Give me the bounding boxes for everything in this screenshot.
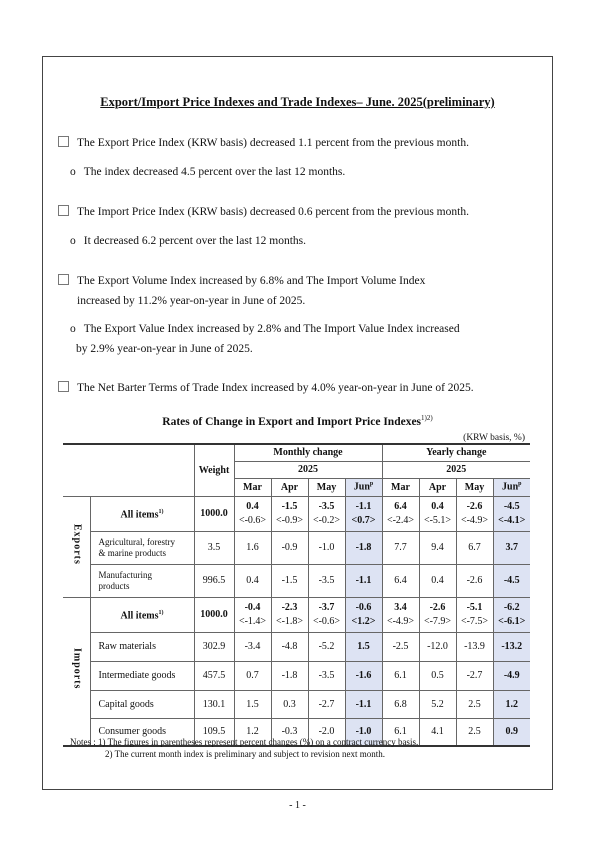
value-cell: -2.7 [308,690,345,718]
checkbox-bullet-icon [58,205,69,216]
checkbox-bullet-icon [58,136,69,147]
year-jun: Jun$^p$ [493,478,530,496]
row-label: Consumer goods [90,718,194,746]
value-cell: -2.6 [456,564,493,597]
value-cell: -2.6 <-4.9> [456,496,493,531]
weight-cell: 457.5 [194,661,234,690]
value-cell: -1.1 <0.7> [345,496,382,531]
value-cell: 1.2 [234,718,271,746]
year-may: May [456,478,493,496]
value-cell: 0.3 [271,690,308,718]
value-cell: -0.4 <-1.4> [234,597,271,632]
year-apr: Apr [419,478,456,496]
table-title: Rates of Change in Export and Import Price Indexes$^{1)2)}$ [162,414,433,428]
value-cell: 0.4 <-0.6> [234,496,271,531]
table-row [63,496,530,531]
value-cell: 2.5 [456,718,493,746]
checkbox-bullet-icon [58,381,69,392]
month-may: May [308,478,345,496]
value-cell: 3.4 <-4.9> [382,597,419,632]
row-label: All items$^{1)}$ [90,597,194,632]
value-cell: 4.1 [419,718,456,746]
table-row [63,632,530,661]
value-cell: -1.5 [271,564,308,597]
monthly-year: 2025 [234,461,382,478]
month-jun: Jun$^p$ [345,478,382,496]
value-cell: 6.4 <-2.4> [382,496,419,531]
table-row [63,564,530,597]
value-cell: 9.4 [419,531,456,564]
value-cell: -2.3 <-1.8> [271,597,308,632]
value-cell: -1.8 [345,531,382,564]
page-number: - 1 - [289,800,306,811]
table-unit: (KRW basis, %) [463,433,525,443]
yearly-header: Yearly change [382,444,530,461]
month-mar: Mar [234,478,271,496]
value-cell: -1.6 [345,661,382,690]
value-cell: 0.9 [493,718,530,746]
value-cell: 0.4 <-5.1> [419,496,456,531]
value-cell: -1.0 [308,531,345,564]
paragraph-2: The Import Price Index (KRW basis) decreased 0.6 percent from the previous month. [58,202,469,222]
table-row [63,531,530,564]
value-cell: -4.8 [271,632,308,661]
value-cell: 0.4 [234,564,271,597]
value-cell: -2.5 [382,632,419,661]
imports-group: Imports [63,597,90,746]
value-cell: -3.4 [234,632,271,661]
value-cell: 1.2 [493,690,530,718]
value-cell: 7.7 [382,531,419,564]
table-row [63,597,530,632]
value-cell: 0.7 [234,661,271,690]
value-cell: -1.0 [345,718,382,746]
yearly-year: 2025 [382,461,530,478]
value-cell: 6.7 [456,531,493,564]
paragraph-4: The Net Barter Terms of Trade Index increased by 4.0% year-on-year in June of 2025. [58,378,474,398]
value-cell: 6.8 [382,690,419,718]
table-row [63,690,530,718]
weight-cell: 302.9 [194,632,234,661]
value-cell: 1.5 [234,690,271,718]
value-cell: -2.7 [456,661,493,690]
value-cell: -13.9 [456,632,493,661]
table-row [63,661,530,690]
value-cell: 6.1 [382,661,419,690]
value-cell: -13.2 [493,632,530,661]
value-cell: 2.5 [456,690,493,718]
value-cell: -1.1 [345,564,382,597]
value-cell: -3.5 [308,564,345,597]
value-cell: -1.8 [271,661,308,690]
value-cell: 0.5 [419,661,456,690]
value-cell: -2.6 <-7.9> [419,597,456,632]
value-cell: 0.4 [419,564,456,597]
corner-cell [63,444,194,496]
value-cell: 1.5 [345,632,382,661]
row-label: Capital goods [90,690,194,718]
row-label: Agricultural, forestry & marine products [90,531,194,564]
paragraph-1: The Export Price Index (KRW basis) decreased 1.1 percent from the previous month. [58,133,469,153]
year-mar: Mar [382,478,419,496]
note-2: 2) The current month index is preliminary and subject to revision next month. [105,749,386,759]
checkbox-bullet-icon [58,274,69,285]
paragraph-3-sub: o The Export Value Index increased by 2.8% and The Import Value Index increased by 2.9% year-on-year in June of 2025. [70,323,460,355]
value-cell: -4.9 [493,661,530,690]
paragraph-1-sub: o The index decreased 4.5 percent over the last 12 months. [70,166,346,178]
value-cell: -12.0 [419,632,456,661]
value-cell: -1.5 <-0.9> [271,496,308,531]
weight-cell: 996.5 [194,564,234,597]
exports-group: Exports [63,496,90,597]
monthly-header: Monthly change [234,444,382,461]
weight-cell: 3.5 [194,531,234,564]
value-cell: -5.2 [308,632,345,661]
value-cell: -3.7 <-0.6> [308,597,345,632]
value-cell: 6.1 [382,718,419,746]
row-label: Manufacturing products [90,564,194,597]
value-cell: -0.3 [271,718,308,746]
value-cell: -3.5 [308,661,345,690]
value-cell: -5.1 <-7.5> [456,597,493,632]
value-cell: -6.2 <-6.1> [493,597,530,632]
weight-header: Weight [194,444,234,496]
value-cell: -3.5 <-0.2> [308,496,345,531]
table-notes [70,736,418,760]
value-cell: -4.5 <-4.1> [493,496,530,531]
value-cell: 3.7 [493,531,530,564]
weight-cell: 1000.0 [194,597,234,632]
value-cell: 1.6 [234,531,271,564]
value-cell: -1.1 [345,690,382,718]
paragraph-3: The Export Volume Index increased by 6.8% and The Import Volume Index increased by 11.2% year-on-year in June of 2025. [58,271,425,311]
row-label: All items$^{1)}$ [90,496,194,531]
value-cell: 5.2 [419,690,456,718]
value-cell: -2.0 [308,718,345,746]
value-cell: 6.4 [382,564,419,597]
weight-cell: 130.1 [194,690,234,718]
price-index-table [63,443,530,747]
weight-cell: 109.5 [194,718,234,746]
month-apr: Apr [271,478,308,496]
value-cell: -0.6 <1.2> [345,597,382,632]
document-title: Export/Import Price Indexes and Trade Indexes– June. 2025(preliminary) [100,95,495,109]
weight-cell: 1000.0 [194,496,234,531]
row-label: Raw materials [90,632,194,661]
row-label: Intermediate goods [90,661,194,690]
value-cell: -0.9 [271,531,308,564]
value-cell: -4.5 [493,564,530,597]
paragraph-2-sub: o It decreased 6.2 percent over the last 12 months. [70,235,307,247]
note-1: Notes : 1) The figures in parentheses represent percent changes (%) on a contract currency basis. [70,737,419,747]
